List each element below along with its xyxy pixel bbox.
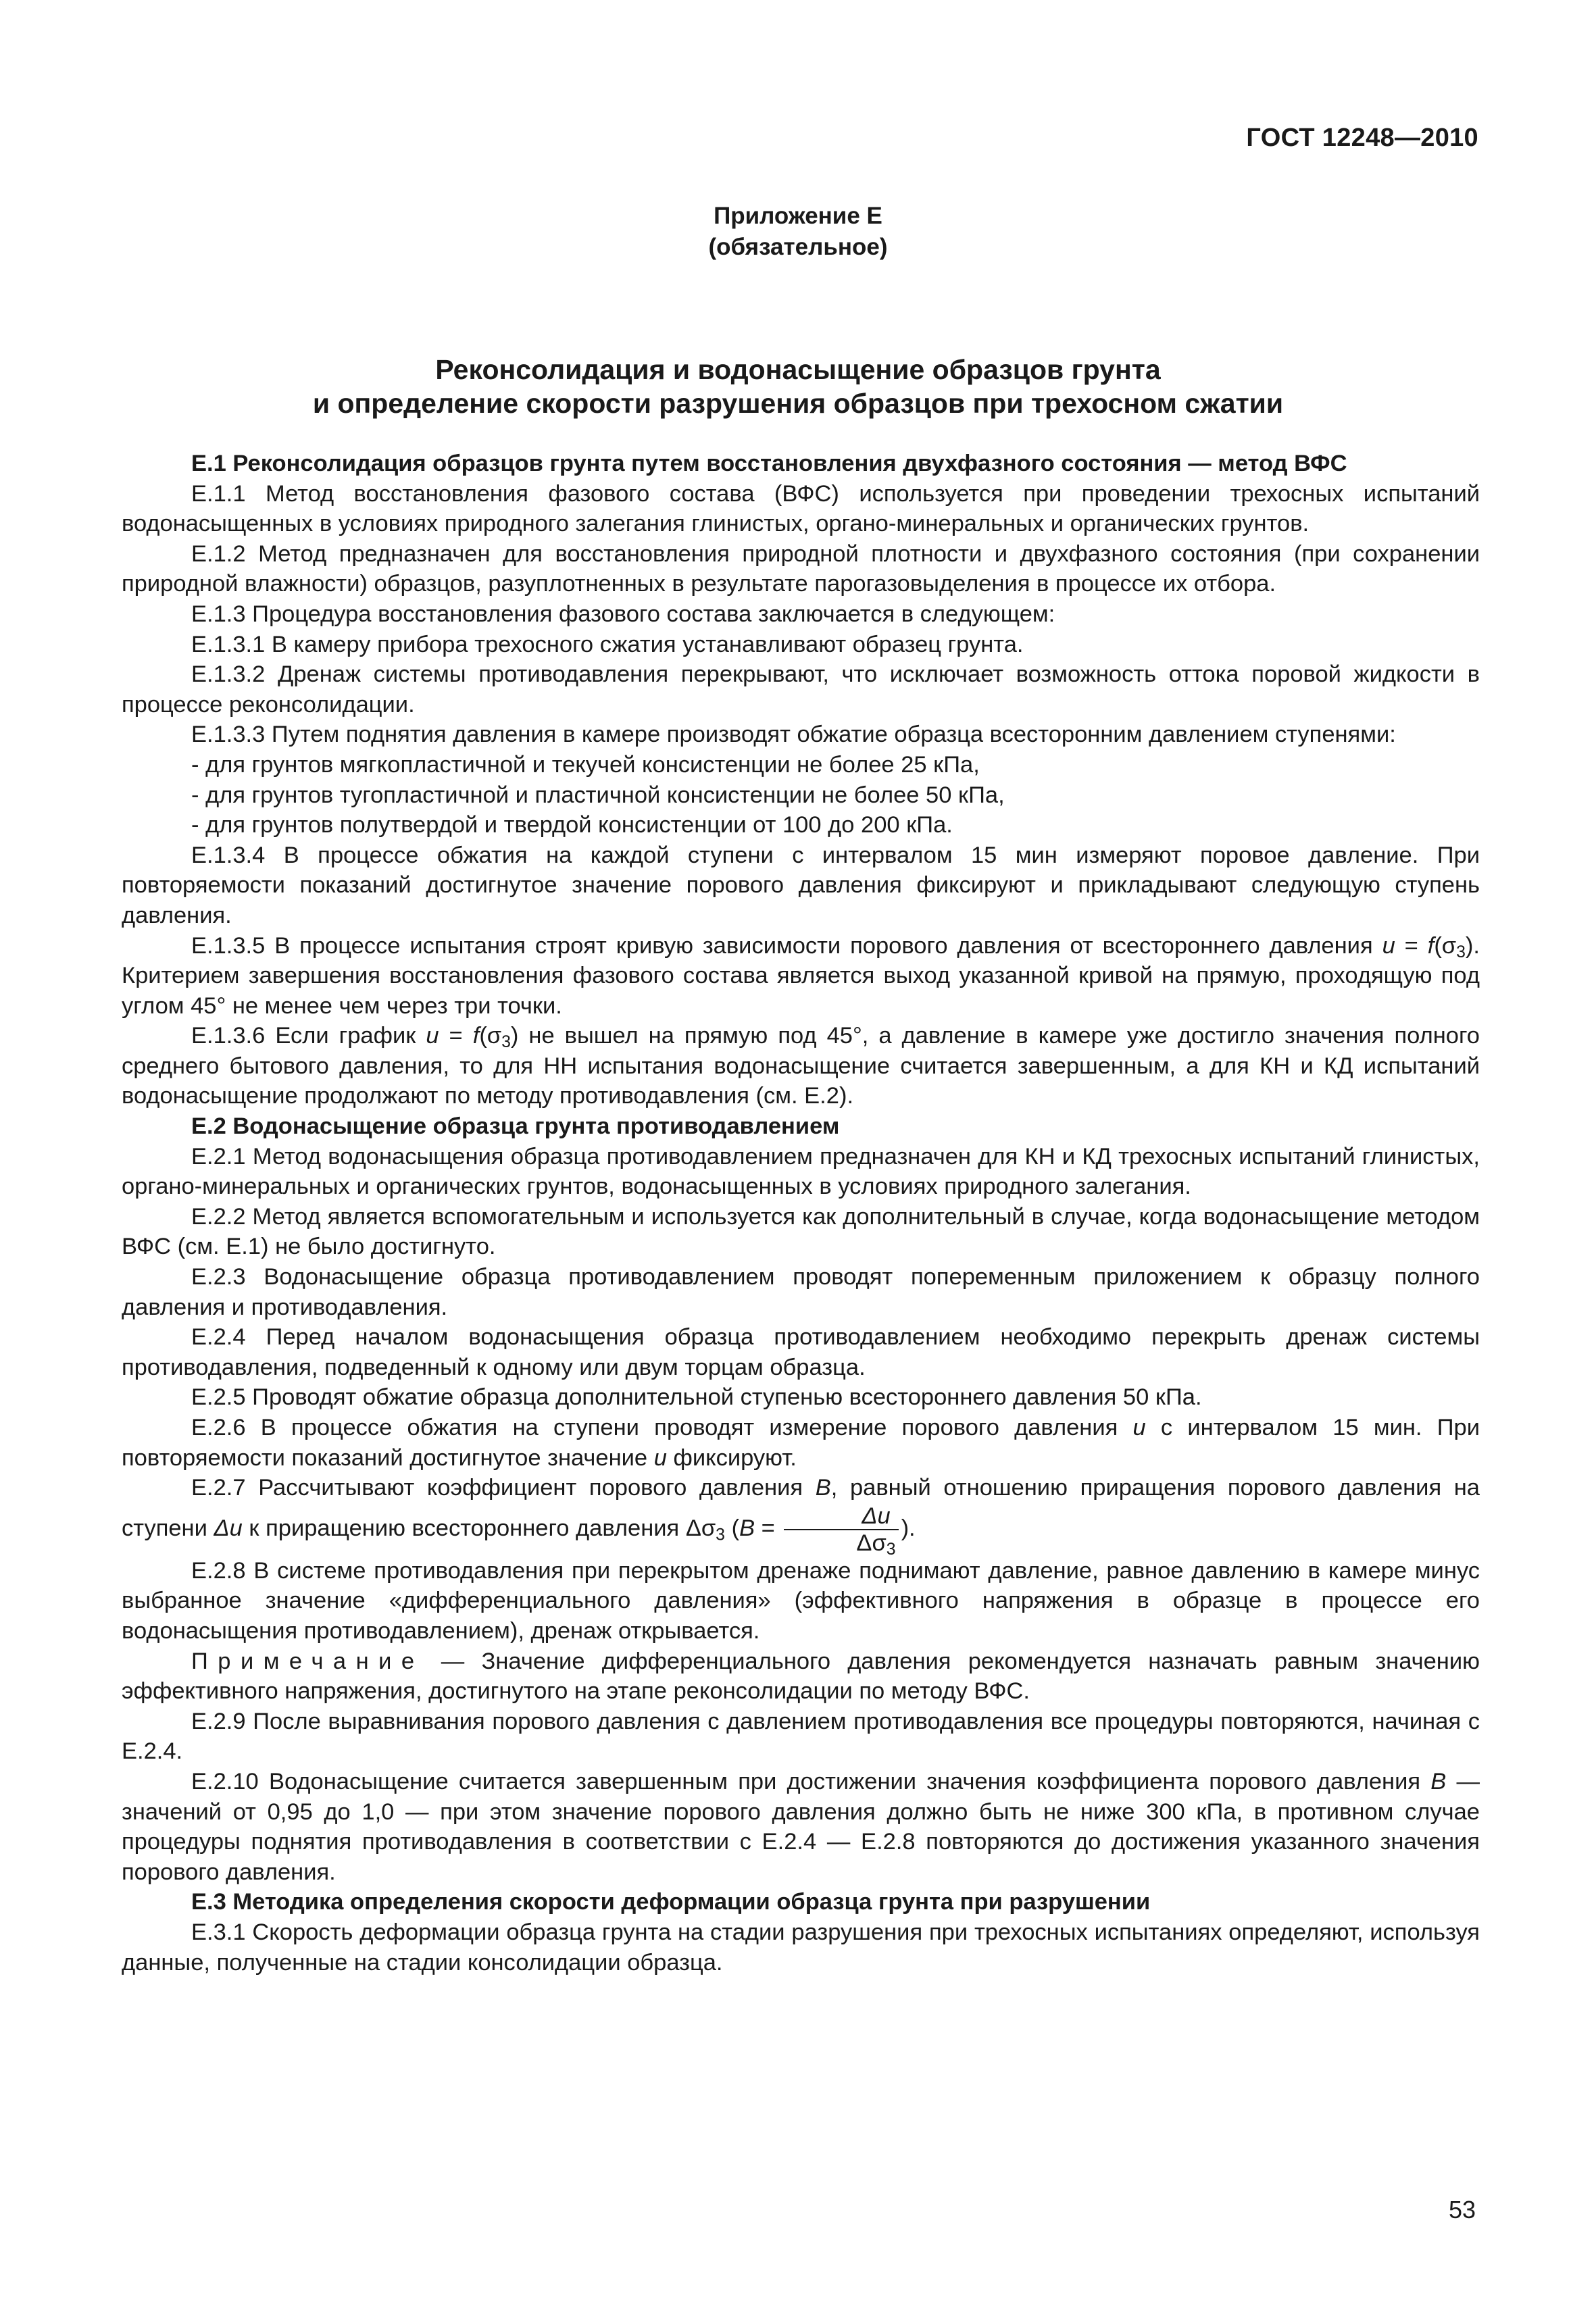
section-heading-e2: Е.2 Водонасыщение образца грунта противодавлением xyxy=(191,1113,840,1140)
paragraph-e2-8: Е.2.8 В системе противодавления при перекрытом дренаже поднимают давление, равное давлению в камере минус выбранное значение «дифференциального давления» (эффективного напряжения в образце в процессе его водонасыщения противодавлением), дренаж открывается. xyxy=(122,1557,1480,1644)
document-body xyxy=(122,449,1480,1978)
var-u: u xyxy=(1132,1415,1146,1440)
text-run: Δσ xyxy=(856,1530,887,1556)
note-label: Примечание xyxy=(191,1648,424,1674)
paragraph-e1-3-5 xyxy=(122,931,1480,1022)
paragraph-e1-3-1: Е.1.3.1 В камеру прибора трехосного сжатия устанавливают образец грунта. xyxy=(191,631,1024,657)
text-run: к приращению всестороннего давления xyxy=(242,1515,686,1541)
text-run: с интервалом 15 мин. При повторяемости показаний достигнутое значение xyxy=(122,1415,1480,1471)
subscript: 3 xyxy=(886,1540,896,1559)
paragraph-e2-3: Е.2.3 Водонасыщение образца противодавлением проводят попеременным приложением к образцу полного давления и противодавления. xyxy=(122,1264,1480,1320)
note xyxy=(122,1646,1480,1707)
fraction-denominator xyxy=(784,1530,898,1559)
document-title xyxy=(0,353,1596,420)
annex-status: (обязательное) xyxy=(708,234,888,260)
var-f: f xyxy=(1427,932,1435,959)
var-delta-u: Δu xyxy=(214,1515,243,1541)
paragraph-e2-10 xyxy=(122,1767,1480,1887)
section-heading-e3: Е.3 Методика определения скорости деформации образца грунта при разрушении xyxy=(191,1889,1151,1915)
text-run: ). Критерием завершения восстановления фазового состава является выход указанной кривой на прямую, проходящую под углом 45° не менее чем через три точки. xyxy=(122,932,1480,1019)
var-B: B xyxy=(1430,1768,1447,1794)
paragraph-e1-2: Е.1.2 Метод предназначен для восстановления природной плотности и двухфазного состояния (при сохранении природной влажности) образцов, разуплотненных в результате парогазовыделения в процессе их отбора. xyxy=(122,540,1480,597)
subscript: 3 xyxy=(1456,942,1466,961)
subscript: 3 xyxy=(501,1033,511,1052)
var-u: u xyxy=(426,1023,439,1049)
paragraph-e1-3-4: Е.1.3.4 В процессе обжатия на каждой ступени с интервалом 15 мин измеряют поровое давление. При повторяемости показаний достигнутое значение порового давления фиксируют и прикладывают следующую ступень давления. xyxy=(122,842,1480,928)
paragraph-e1-3-3: Е.1.3.3 Путем поднятия давления в камере производят обжатие образца всесторонним давлением ступенями: xyxy=(191,722,1396,748)
title-line-1: Реконсолидация и водонасыщение образцов грунта xyxy=(435,354,1161,385)
text-run: , равный отношению приращения порового давления на ступени xyxy=(122,1475,1480,1541)
paragraph-e1-3-6 xyxy=(122,1021,1480,1111)
text-run: Е.1.3.6 Если график xyxy=(191,1023,426,1049)
paragraph-e1-3-2: Е.1.3.2 Дренаж системы противодавления перекрывают, что исключает возможность оттока поровой жидкости в процессе реконсолидации. xyxy=(122,661,1480,718)
text-run: ). xyxy=(901,1515,916,1541)
text-run: = xyxy=(755,1515,782,1541)
list-item: - для грунтов тугопластичной и пластичной консистенции не более 50 кПа, xyxy=(191,782,1005,808)
paragraph-e1-3: Е.1.3 Процедура восстановления фазового состава заключается в следующем: xyxy=(191,601,1055,627)
var-B: B xyxy=(739,1515,755,1541)
annex-heading xyxy=(0,201,1596,263)
text-run: ) не вышел на прямую под 45°, а давление в камере уже достигло значения полного среднего бытового давления, то для НН испытания водонасыщение считается завершенным, а для КН и КД испытаний водонасыщение продолжают по методу противодавления (см. Е.2). xyxy=(122,1023,1480,1109)
formula-fraction xyxy=(784,1503,898,1559)
var-B: B xyxy=(815,1475,831,1501)
text-run: (σ xyxy=(479,1023,502,1049)
fraction-numerator: Δu xyxy=(784,1503,898,1530)
text-run: Е.2.10 Водонасыщение считается завершенным при достижении значения коэффициента порового давления xyxy=(191,1768,1431,1794)
var-delta-sigma: Δσ xyxy=(685,1515,716,1541)
annex-title: Приложение Е xyxy=(714,203,882,229)
text-run: — значений от 0,95 до 1,0 — при этом значение порового давления должно быть не ниже 300 кПа, в противном случае процедуры поднятия противодавления в соответствии с Е.2.4 — Е.2.8 повторяются до достижения указанного значения порового давления. xyxy=(122,1768,1480,1885)
text-run: Е.2.6 В процессе обжатия на ступени проводят измерение порового давления xyxy=(191,1415,1133,1440)
list-item: - для грунтов полутвердой и твердой консистенции от 100 до 200 кПа. xyxy=(191,812,953,838)
paragraph-e2-1: Е.2.1 Метод водонасыщения образца противодавлением предназначен для КН и КД трехосных испытаний глинистых, органо-минеральных и органических грунтов, водонасыщенных в условиях природного залегания. xyxy=(122,1143,1480,1200)
text-run: = xyxy=(1395,932,1428,959)
note-text: — Значение дифференциального давления рекомендуется назначать равным значению эффективного напряжения, достигнутого на этапе реконсолидации по методу ВФС. xyxy=(122,1648,1480,1705)
page-number: 53 xyxy=(1448,2196,1476,2223)
text-run: ( xyxy=(724,1515,740,1541)
paragraph-e1-1: Е.1.1 Метод восстановления фазового состава (ВФС) используется при проведении трехосных испытаний водонасыщенных в условиях природного залегания глинистых, органо-минеральных и органических грунтов. xyxy=(122,480,1480,537)
paragraph-e2-4: Е.2.4 Перед началом водонасыщения образца противодавлением необходимо перекрыть дренаж системы противодавления, подведенный к одному или двум торцам образца. xyxy=(122,1324,1480,1380)
paragraph-e2-7 xyxy=(122,1473,1480,1559)
subscript: 3 xyxy=(716,1526,725,1544)
title-line-2: и определение скорости разрушения образцов при трехосном сжатии xyxy=(312,388,1284,419)
section-heading-e1: Е.1 Реконсолидация образцов грунта путем восстановления двухфазного состояния — метод ВФС xyxy=(191,451,1347,476)
text-run: Е.2.7 Рассчитывают коэффициент порового давления xyxy=(191,1475,816,1501)
text-run: фиксируют. xyxy=(666,1444,797,1471)
paragraph-e2-9: Е.2.9 После выравнивания порового давления с давлением противодавления все процедуры повторяются, начиная с Е.2.4. xyxy=(122,1708,1480,1765)
var-u: u xyxy=(1382,932,1395,959)
text-run: Е.1.3.5 В процессе испытания строят кривую зависимости порового давления от всестороннего давления xyxy=(191,932,1373,959)
list-item: - для грунтов мягкопластичной и текучей консистенции не более 25 кПа, xyxy=(191,751,980,778)
text-run: = xyxy=(439,1023,473,1049)
var-f: f xyxy=(472,1023,480,1049)
text-run: (σ xyxy=(1434,932,1457,959)
paragraph-e2-5: Е.2.5 Проводят обжатие образца дополнительной ступенью всестороннего давления 50 кПа. xyxy=(191,1384,1202,1411)
paragraph-e2-2: Е.2.2 Метод является вспомогательным и используется как дополнительный в случае, когда водонасыщение методом ВФС (см. Е.1) не было достигнуто. xyxy=(122,1203,1480,1260)
standard-code: ГОСТ 12248—2010 xyxy=(1246,124,1478,152)
paragraph-e3-1: Е.3.1 Скорость деформации образца грунта на стадии разрушения при трехосных испытаниях определяют, используя данные, полученные на стадии консолидации образца. xyxy=(122,1919,1480,1976)
var-u: u xyxy=(653,1444,667,1471)
paragraph-e2-6 xyxy=(122,1413,1480,1473)
